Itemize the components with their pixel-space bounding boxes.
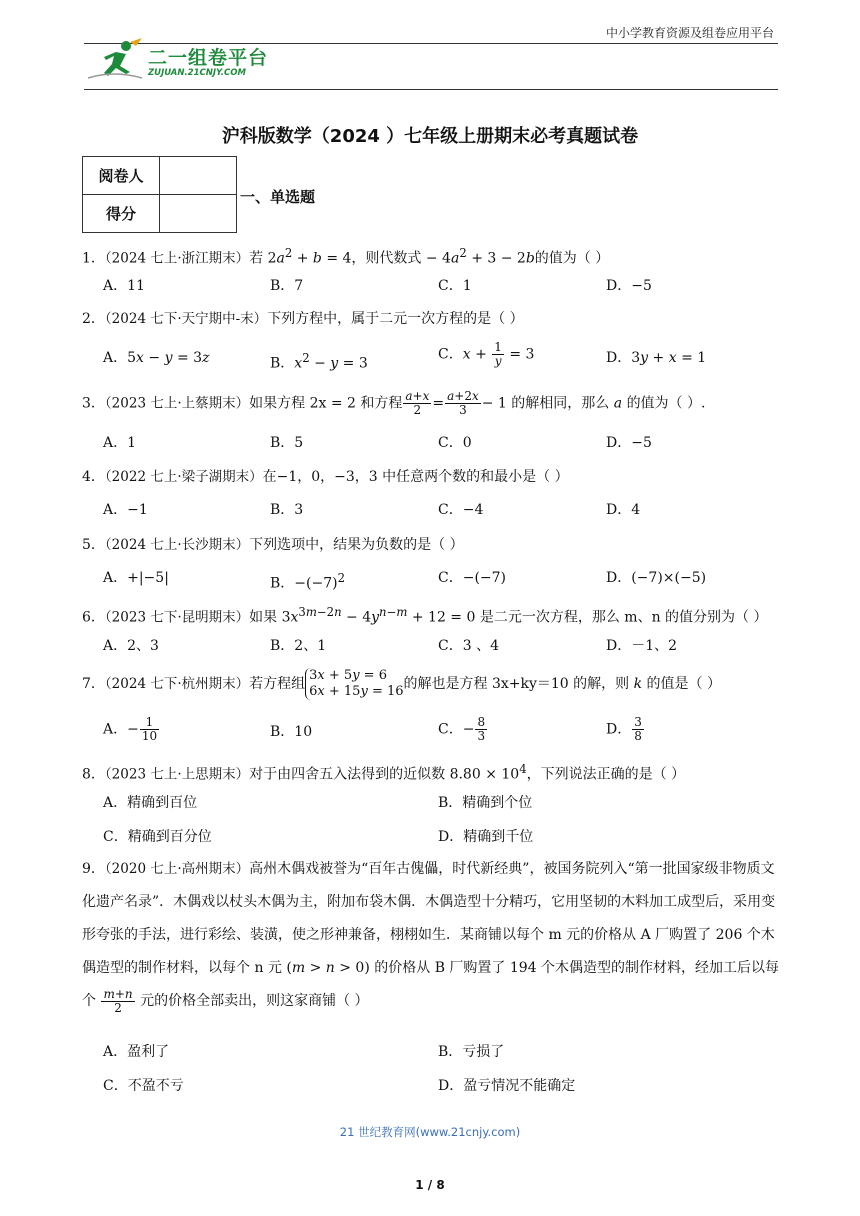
q7-option-d[interactable]: D． $\frac{3}{8}$ [606,715,642,743]
q3-option-a[interactable]: A．1 [103,435,137,451]
q9-option-d[interactable]: D．盈亏情况不能确定 [438,1078,576,1094]
q1-option-d[interactable]: D．−5 [606,278,652,294]
q5-option-a[interactable]: A．+|−5| [103,570,169,586]
page-title: 沪科版数学（2024 ）七年级上册期末必考真题试卷 [221,126,639,147]
question-4: 4．（2022 七上·梁子湖期末）在−1，0，−3，3 中任意两个数的和最小是（ ） [82,469,569,485]
q2-option-b[interactable]: B．$x^2 - y = 3$ [270,351,368,372]
q7-option-b[interactable]: B．10 [270,724,313,740]
question-9: 9．（2020 七上·高州期末）高州木偶戏被誉为“百年古傀儡，时代新经典”，被国务院列入“第一批国家级非物质文化遗产名录”．木偶戏以杖头木偶为主，附加布袋木偶．木偶造型十分精巧，它用坚韧的木料加工成型后，采用变形夸张的手法，进行彩绘、装潢，使之形神兼备，栩栩如生．某商铺以每个 m 元的价格从 A 厂购置了 206 个木偶造型的制作材料，以每个 n 元 (m > n > 0) 的价格从 B 厂购置了 194 个木偶造型的制作材料，经加工后以每个 $\frac{m+n}{2}$ 元的价格全部卖出，则这家商铺（ ） [82,861,780,1015]
grader-cell[interactable] [160,157,237,195]
runner-logo-icon [86,38,146,84]
platform-name: 中小学教育资源及组卷应用平台 [605,26,774,40]
q2-option-c[interactable]: C．x + $\frac{1}{y}$ = 3 [438,340,535,368]
question-2: 2．（2024 七下·天宁期中-末）下列方程中，属于二元一次方程的是（ ） [82,311,524,327]
q8-option-a[interactable]: A．精确到百位 [103,795,198,811]
logo-text: 二一组卷平台 [148,47,269,69]
q4-option-c[interactable]: C．−4 [438,502,484,518]
q4-option-a[interactable]: A．−1 [103,502,148,518]
page-number: 1 / 8 [415,1178,445,1192]
question-3: 3．（2023 七上·上蔡期末）如果方程 2x = 2 和方程 $\frac{a+x}{2}$ = $\frac{a+2x}{3}$ − 1 的解相同，那么 a 的值为（ ）. [82,389,706,417]
q2-option-d[interactable]: D．3y + x = 1 [606,350,707,366]
q7-option-a[interactable]: A．− $\frac{1}{10}$ [103,715,158,743]
q9-option-b[interactable]: B．亏损了 [438,1044,505,1060]
footer-link[interactable]: 21 世纪教育网(www.21cnjy.com) [339,1125,521,1139]
score-table [82,156,237,233]
q6-option-a[interactable]: A．2、3 [103,638,159,654]
q8-option-c[interactable]: C．精确到百分位 [103,829,212,845]
header-rule-bottom [84,89,778,90]
score-label: 得分 [83,195,160,233]
q9-option-a[interactable]: A．盈利了 [103,1044,170,1060]
q4-option-d[interactable]: D．4 [606,502,641,518]
question-8: 8．（2023 七上·上思期末）对于由四舍五入法得到的近似数 $8.80 \times 10^4$，下列说法正确的是（ ） [82,762,686,783]
q5-option-b[interactable]: B．$-(-7)^2$ [270,571,346,592]
score-cell[interactable] [160,195,237,233]
q5-option-d[interactable]: D．(−7)×(−5) [606,570,707,586]
q9-option-c[interactable]: C．不盈不亏 [103,1078,184,1094]
logo-subtext: ZUJUAN.21CNJY.COM [148,68,246,78]
q3-option-c[interactable]: C．0 [438,435,472,451]
q8-option-b[interactable]: B．精确到个位 [438,795,533,811]
q3-option-b[interactable]: B．5 [270,435,304,451]
section-title: 一、单选题 [240,188,316,206]
q3-option-d[interactable]: D．−5 [606,435,652,451]
q5-option-c[interactable]: C．−(−7) [438,570,507,586]
logo [86,38,286,84]
question-1: 1．（2024 七上·浙江期末）若 $2a^2 + b = 4$，则代数式 − $4a^2 + 3 - 2b$的值为（ ） [82,246,610,267]
question-5: 5．（2024 七上·长沙期末）下列选项中，结果为负数的是（ ） [82,537,464,553]
question-7: 7．（2024 七下·杭州期末）若方程组 3x + 5y = 6 6x + 15y = 16 的解也是方程 3x+ky＝10 的解，则 k 的值是（ ） [82,668,721,699]
q4-option-b[interactable]: B．3 [270,502,304,518]
q6-option-d[interactable]: D．－1、2 [606,638,678,654]
q6-option-c[interactable]: C．3 、4 [438,638,499,654]
q6-option-b[interactable]: B．2、1 [270,638,327,654]
q7-option-c[interactable]: C．− $\frac{8}{3}$ [438,715,486,743]
q8-option-d[interactable]: D．精确到千位 [438,829,534,845]
q1-option-b[interactable]: B．7 [270,278,304,294]
q2-option-a[interactable]: A．5x − y = 3z [103,350,210,366]
q1-option-a[interactable]: A．11 [103,278,145,294]
q1-option-c[interactable]: C．1 [438,278,472,294]
grader-label: 阅卷人 [83,157,160,195]
question-6: 6．（2023 七下·昆明期末）如果 $3x^{3m-2n} - 4y^{n-m} + 12 = 0$ 是二元一次方程，那么 m、n 的值分别为（ ） [82,605,768,626]
